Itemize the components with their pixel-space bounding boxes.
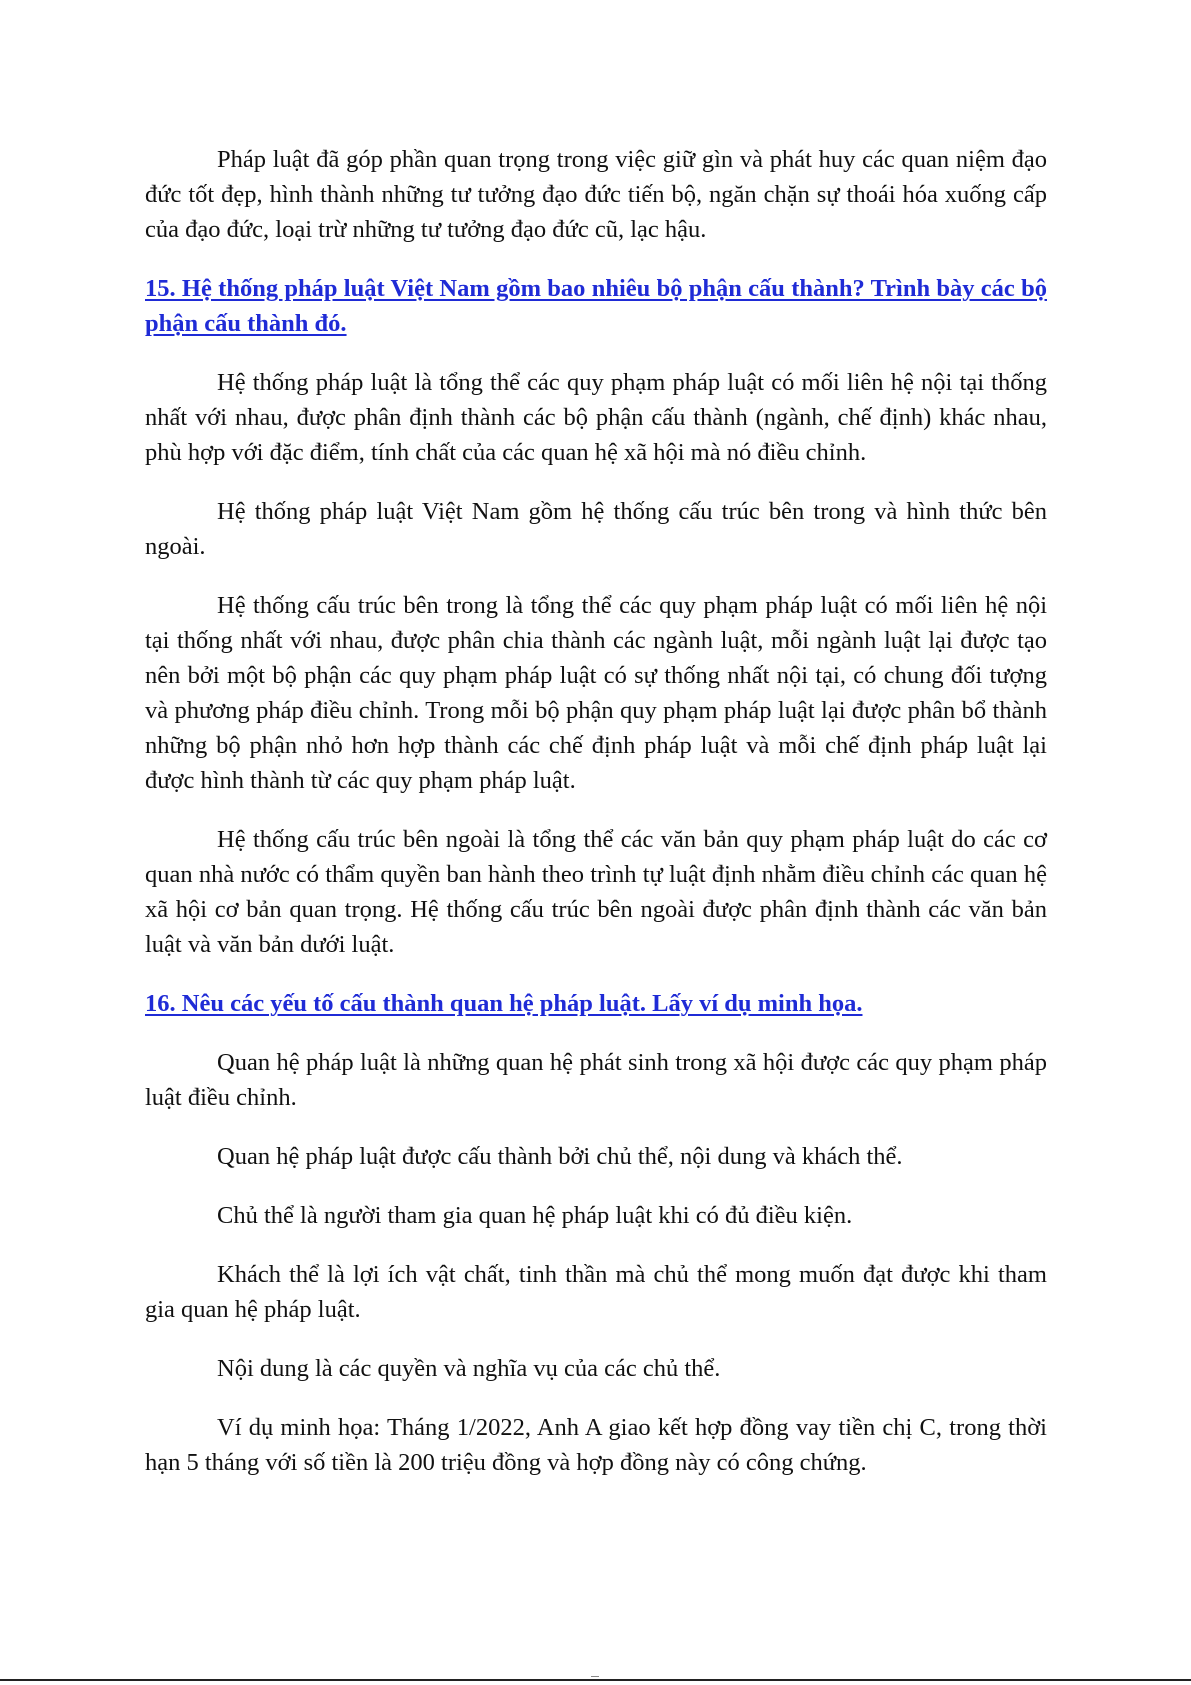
heading-16-link[interactable]: 16. Nêu các yếu tố cấu thành quan hệ pháp luật. Lấy ví dụ minh họa. bbox=[145, 990, 863, 1017]
heading-15-link[interactable]: 15. Hệ thống pháp luật Việt Nam gồm bao nhiêu bộ phận cấu thành? Trình bày các bộ phận cấu thành đó. bbox=[145, 275, 1047, 337]
section-15-paragraph-4: Hệ thống cấu trúc bên ngoài là tổng thể các văn bản quy phạm pháp luật do các cơ quan nhà nước có thẩm quyền ban hành theo trình tự luật định nhằm điều chỉnh các quan hệ xã hội cơ bản quan trọng. Hệ thống cấu trúc bên ngoài được phân định thành các văn bản luật và văn bản dưới luật. bbox=[145, 826, 1047, 958]
page-bottom-rule-mark bbox=[591, 1676, 599, 1683]
section-16-paragraph-5: Nội dung là các quyền và nghĩa vụ của các chủ thể. bbox=[217, 1355, 721, 1382]
section-15-paragraph-2: Hệ thống pháp luật Việt Nam gồm hệ thống cấu trúc bên trong và hình thức bên ngoài. bbox=[145, 498, 1047, 560]
section-16-paragraph-1: Quan hệ pháp luật là những quan hệ phát sinh trong xã hội được các quy phạm pháp luật điều chỉnh. bbox=[145, 1049, 1047, 1111]
section-16-paragraph-4: Khách thể là lợi ích vật chất, tinh thần mà chủ thể mong muốn đạt được khi tham gia quan hệ pháp luật. bbox=[145, 1261, 1047, 1323]
section-15-paragraph-3: Hệ thống cấu trúc bên trong là tổng thể các quy phạm pháp luật có mối liên hệ nội tại thống nhất với nhau, được phân chia thành các ngành luật, mỗi ngành luật lại được tạo nên bởi một bộ phận các quy phạm pháp luật có sự thống nhất nội tại, có chung đối tượng và phương pháp điều chỉnh. Trong mỗi bộ phận quy phạm pháp luật lại được phân bổ thành những bộ phận nhỏ hơn hợp thành các chế định pháp luật và mỗi chế định pháp luật lại được hình thành từ các quy phạm pháp luật. bbox=[145, 592, 1047, 794]
section-15-paragraph-1: Hệ thống pháp luật là tổng thể các quy phạm pháp luật có mối liên hệ nội tại thống nhất với nhau, được phân định thành các bộ phận cấu thành (ngành, chế định) khác nhau, phù hợp với đặc điểm, tính chất của các quan hệ xã hội mà nó điều chỉnh. bbox=[145, 369, 1047, 466]
document-content bbox=[145, 142, 1047, 1504]
section-16-paragraph-6: Ví dụ minh họa: Tháng 1/2022, Anh A giao kết hợp đồng vay tiền chị C, trong thời hạn 5 tháng với số tiền là 200 triệu đồng và hợp đồng này có công chứng. bbox=[145, 1414, 1047, 1476]
section-16-paragraph-3: Chủ thể là người tham gia quan hệ pháp luật khi có đủ điều kiện. bbox=[217, 1202, 853, 1229]
paragraph-intro: Pháp luật đã góp phần quan trọng trong việc giữ gìn và phát huy các quan niệm đạo đức tốt đẹp, hình thành những tư tưởng đạo đức tiến bộ, ngăn chặn sự thoái hóa xuống cấp của đạo đức, loại trừ những tư tưởng đạo đức cũ, lạc hậu. bbox=[145, 146, 1047, 243]
section-16-paragraph-2: Quan hệ pháp luật được cấu thành bởi chủ thể, nội dung và khách thể. bbox=[217, 1143, 903, 1170]
